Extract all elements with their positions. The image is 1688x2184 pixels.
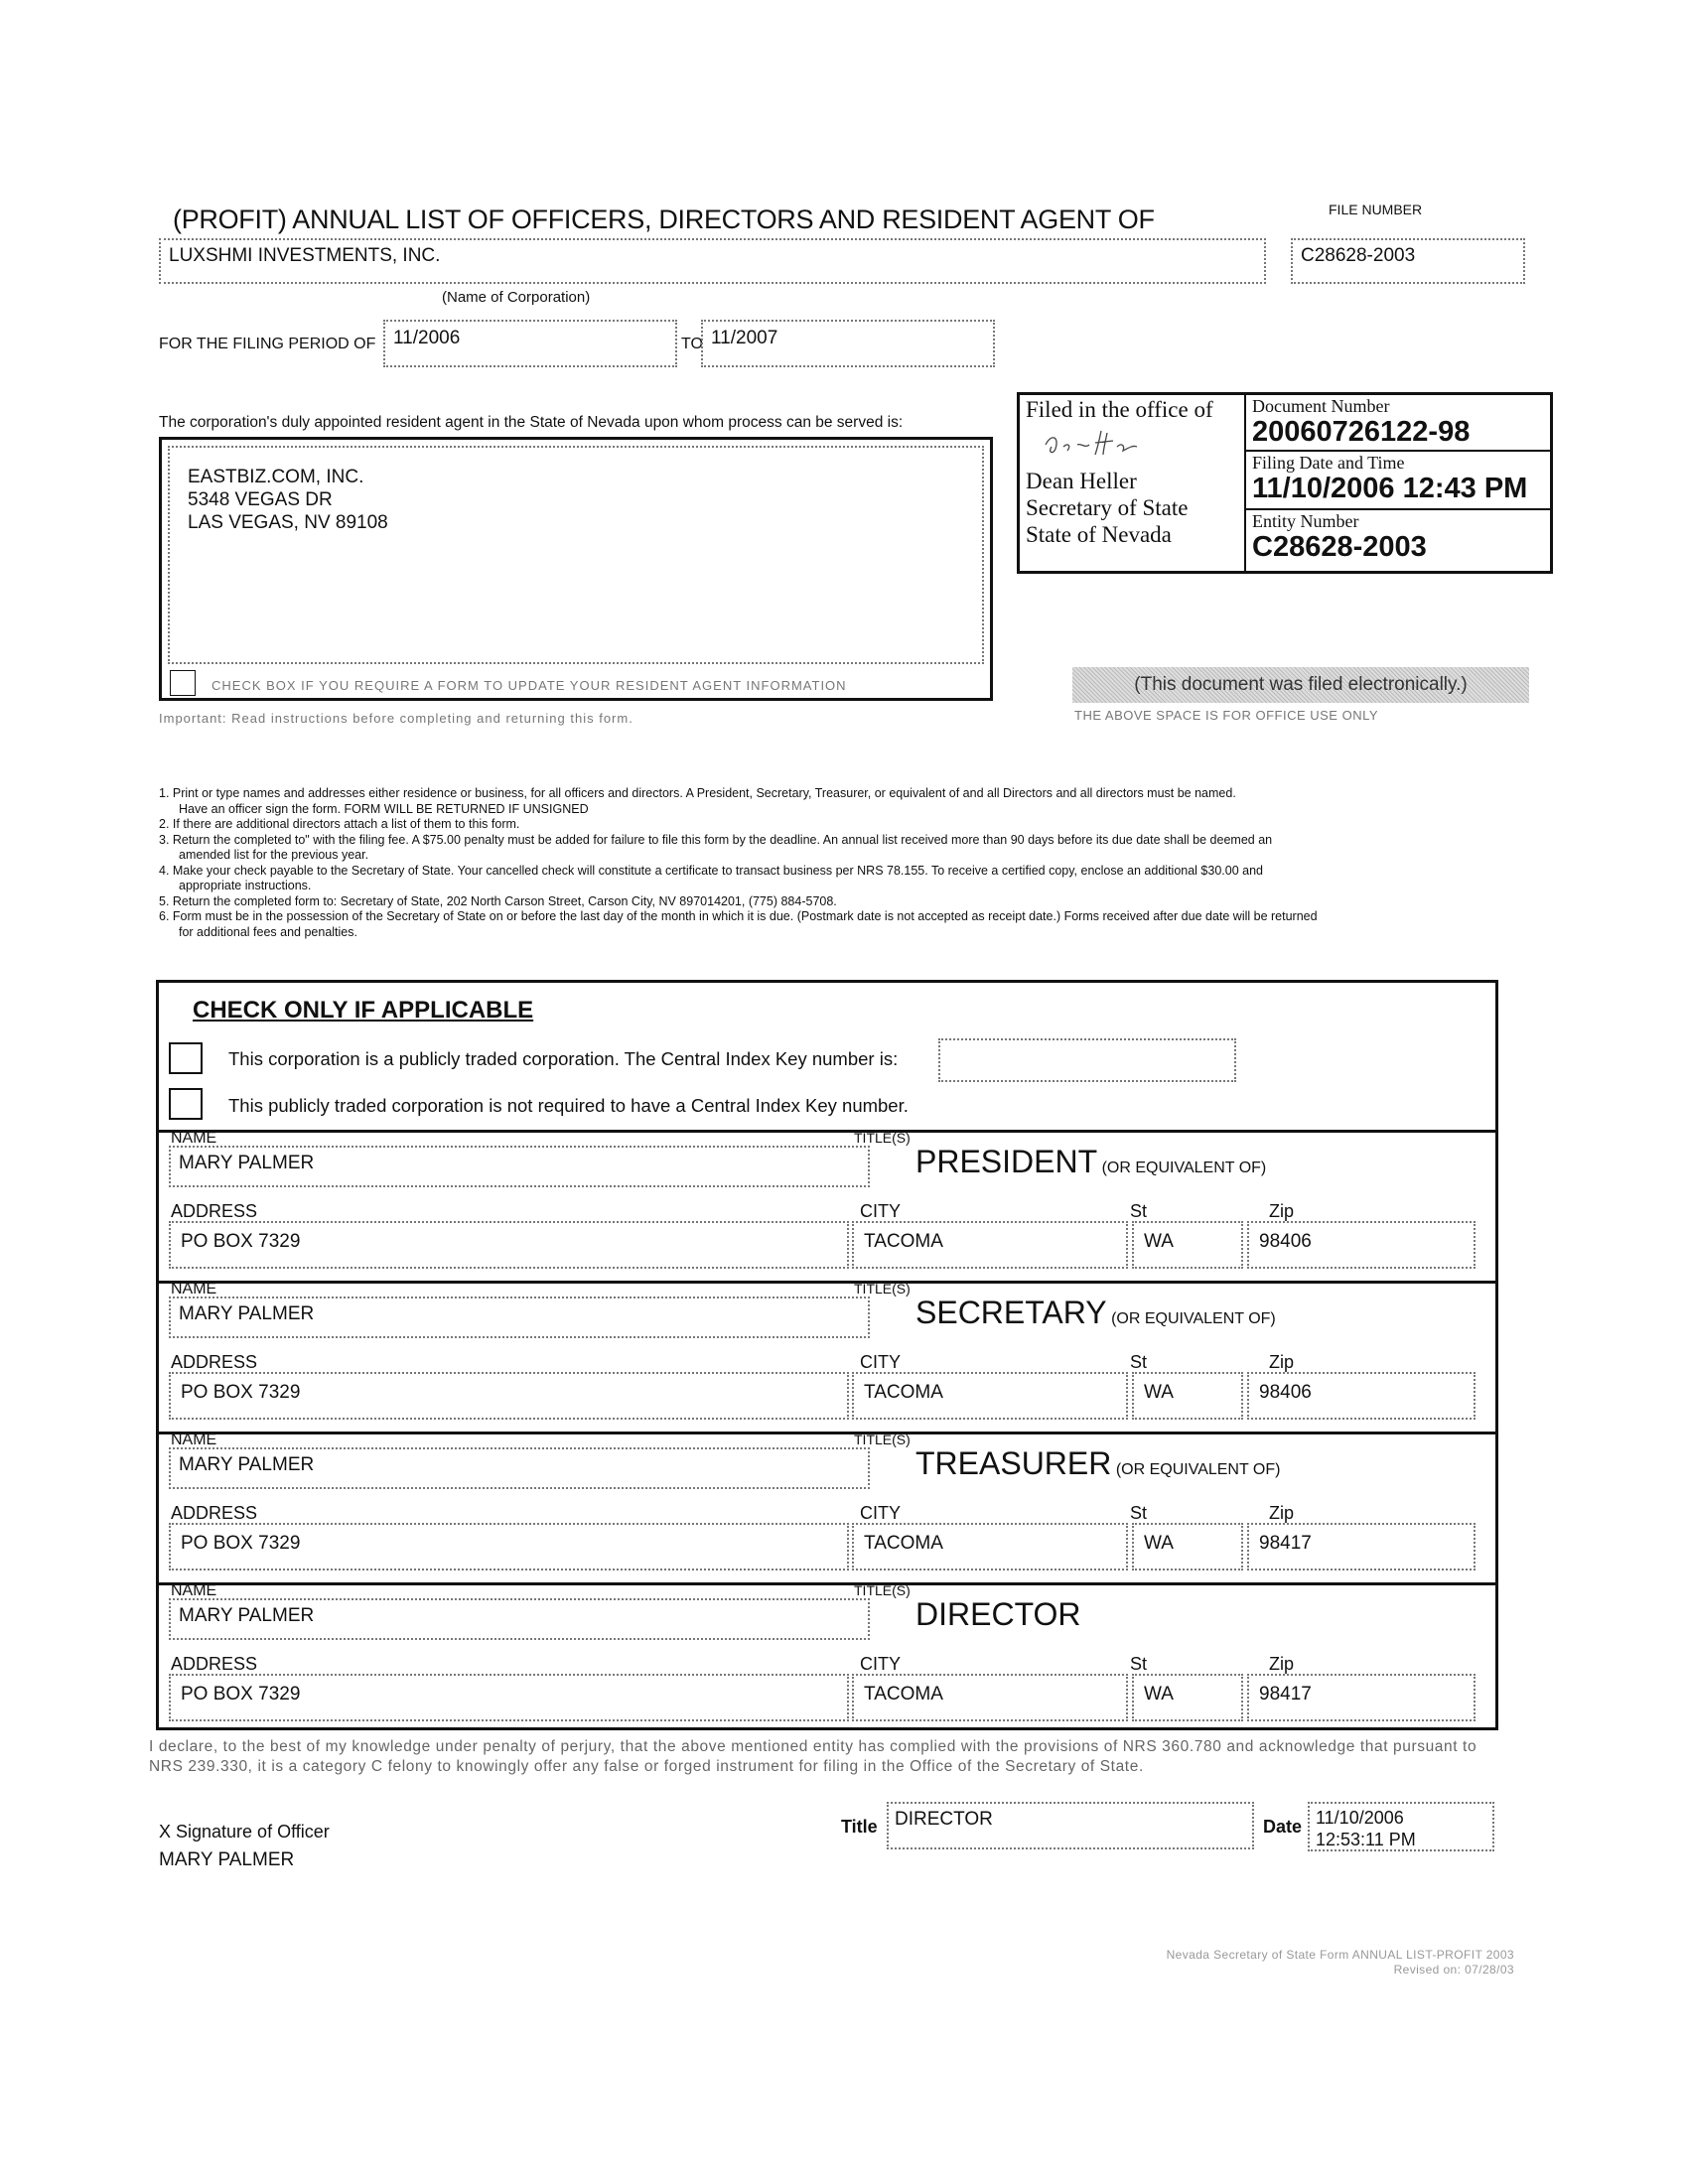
zip-label: Zip bbox=[1269, 1654, 1295, 1674]
address-label: ADDRESS bbox=[171, 1503, 258, 1523]
applicable-heading: CHECK ONLY IF APPLICABLE bbox=[193, 997, 534, 1024]
instruction-line: 5. Return the completed form to: Secretary of State, 202 North Carson Street, Carson City, NV 897014201, (775) 884-5708. bbox=[159, 893, 837, 908]
city-field[interactable] bbox=[852, 1221, 1128, 1269]
titles-label: TITLE(S) bbox=[854, 1582, 911, 1598]
zip-field[interactable] bbox=[1247, 1523, 1476, 1570]
city-value: TACOMA bbox=[864, 1231, 943, 1252]
officer-title-value: SECRETARY bbox=[915, 1295, 1107, 1330]
name-label: NAME bbox=[171, 1432, 217, 1448]
officer-title bbox=[915, 1295, 1276, 1331]
officer-name-field[interactable] bbox=[169, 1447, 870, 1489]
instruction-line: 6. Form must be in the possession of the Secretary of State on or before the last day of the month in which it is due. (Postmark date is not accepted as receipt date.) Forms received after due date will be returned bbox=[159, 909, 1318, 923]
instruction-line: amended list for the previous year. bbox=[179, 848, 369, 862]
address-label: ADDRESS bbox=[171, 1654, 258, 1674]
city-label: CITY bbox=[860, 1654, 902, 1674]
address-field[interactable] bbox=[169, 1674, 849, 1721]
zip-field[interactable] bbox=[1247, 1221, 1476, 1269]
secretary-office: Secretary of State bbox=[1026, 495, 1189, 520]
public-corp-checkbox[interactable] bbox=[169, 1042, 203, 1074]
file-number-label: FILE NUMBER bbox=[1329, 202, 1423, 217]
zip-field[interactable] bbox=[1247, 1372, 1476, 1420]
officer-name-value: MARY PALMER bbox=[179, 1454, 315, 1475]
secretary-name: Dean Heller bbox=[1026, 469, 1137, 493]
agent-line-1: EASTBIZ.COM, INC. bbox=[188, 467, 364, 487]
address-field[interactable] bbox=[169, 1372, 849, 1420]
officer-title-value: TREASURER bbox=[915, 1445, 1112, 1481]
signer-title-field[interactable] bbox=[887, 1802, 1254, 1849]
period-to-field[interactable] bbox=[701, 320, 995, 367]
city-field[interactable] bbox=[852, 1372, 1128, 1420]
cik-number-field[interactable] bbox=[938, 1038, 1236, 1082]
title-label: Title bbox=[841, 1817, 878, 1837]
electronic-filing-text: (This document was filed electronically.) bbox=[1134, 674, 1468, 695]
city-value: TACOMA bbox=[864, 1382, 943, 1403]
instruction-line: 3. Return the completed to" with the filing fee. A $75.00 penalty must be added for failure to file this form by the deadline. An annual list received more than 90 days before its due date shall be deemed an bbox=[159, 832, 1273, 847]
city-label: CITY bbox=[860, 1201, 902, 1221]
zip-label: Zip bbox=[1269, 1352, 1295, 1372]
zip-value: 98406 bbox=[1259, 1231, 1312, 1252]
city-label: CITY bbox=[860, 1503, 902, 1523]
address-field[interactable] bbox=[169, 1523, 849, 1570]
officer-name-field[interactable] bbox=[169, 1598, 870, 1640]
state-value: WA bbox=[1144, 1231, 1174, 1252]
file-number-value: C28628-2003 bbox=[1301, 245, 1416, 266]
corporation-name-field[interactable] bbox=[159, 238, 1266, 284]
filing-date-label: Filing Date and Time bbox=[1252, 453, 1405, 473]
electronic-filing-banner bbox=[1072, 667, 1529, 703]
important-note: Important: Read instructions before completing and returning this form. bbox=[159, 711, 633, 726]
titles-label: TITLE(S) bbox=[854, 1281, 911, 1297]
state-value: WA bbox=[1144, 1684, 1174, 1705]
state-field[interactable] bbox=[1132, 1674, 1243, 1721]
or-equivalent-label: (OR EQUIVALENT OF) bbox=[1115, 1461, 1281, 1478]
period-from-field[interactable] bbox=[383, 320, 677, 367]
entity-number-label: Entity Number bbox=[1252, 511, 1359, 531]
officer-name-field[interactable] bbox=[169, 1297, 870, 1338]
declaration-line-2: NRS 239.330, it is a category C felony to knowingly offer any false or forged instrument for filing in the Office of the Secretary of State. bbox=[149, 1758, 1144, 1775]
agent-intro: The corporation's duly appointed resident agent in the State of Nevada upon whom process can be served is: bbox=[159, 414, 904, 431]
no-cik-checkbox[interactable] bbox=[169, 1088, 203, 1120]
zip-value: 98417 bbox=[1259, 1533, 1312, 1554]
form-footer bbox=[993, 1948, 1514, 1978]
city-field[interactable] bbox=[852, 1674, 1128, 1721]
city-label: CITY bbox=[860, 1352, 902, 1372]
no-cik-label: This publicly traded corporation is not required to have a Central Index Key number. bbox=[228, 1095, 909, 1116]
applicable-section bbox=[159, 983, 1495, 1133]
state-value: WA bbox=[1144, 1382, 1174, 1403]
office-use-note: THE ABOVE SPACE IS FOR OFFICE USE ONLY bbox=[1074, 708, 1379, 723]
or-equivalent-label: (OR EQUIVALENT OF) bbox=[1111, 1310, 1276, 1327]
signer-title-value: DIRECTOR bbox=[895, 1809, 993, 1830]
name-caption: (Name of Corporation) bbox=[442, 289, 591, 306]
address-value: PO BOX 7329 bbox=[181, 1684, 301, 1705]
address-value: PO BOX 7329 bbox=[181, 1533, 301, 1554]
secretary-state: State of Nevada bbox=[1026, 522, 1172, 547]
st-label: St bbox=[1130, 1201, 1148, 1221]
public-corp-label: This corporation is a publicly traded corporation. The Central Index Key number is: bbox=[228, 1048, 899, 1069]
state-field[interactable] bbox=[1132, 1372, 1243, 1420]
agent-box bbox=[159, 437, 993, 701]
st-label: St bbox=[1130, 1503, 1148, 1523]
footer-line-2: Revised on: 07/28/03 bbox=[1393, 1963, 1514, 1977]
city-value: TACOMA bbox=[864, 1684, 943, 1705]
agent-line-3: LAS VEGAS, NV 89108 bbox=[188, 512, 388, 533]
doc-number-value: 20060726122-98 bbox=[1252, 416, 1471, 448]
zip-value: 98406 bbox=[1259, 1382, 1312, 1403]
file-number-field[interactable] bbox=[1291, 238, 1525, 284]
st-label: St bbox=[1130, 1352, 1148, 1372]
name-label: NAME bbox=[171, 1582, 217, 1599]
filing-date-value: 11/10/2006 12:43 PM bbox=[1252, 473, 1528, 504]
instruction-line: 2. If there are additional directors attach a list of them to this form. bbox=[159, 817, 520, 831]
agent-update-label: CHECK BOX IF YOU REQUIRE A FORM TO UPDATE YOUR RESIDENT AGENT INFORMATION bbox=[211, 678, 847, 693]
declaration-line-1: I declare, to the best of my knowledge under penalty of perjury, that the above mentioned entity has complied with the provisions of NRS 360.780 and acknowledge that pursuant to bbox=[149, 1738, 1477, 1755]
zip-label: Zip bbox=[1269, 1503, 1295, 1523]
officer-title bbox=[915, 1144, 1266, 1180]
signature-mark bbox=[1038, 423, 1157, 463]
city-field[interactable] bbox=[852, 1523, 1128, 1570]
form-title: (PROFIT) ANNUAL LIST OF OFFICERS, DIRECTORS AND RESIDENT AGENT OF bbox=[173, 205, 1155, 234]
signature-label: X Signature of Officer bbox=[159, 1822, 330, 1842]
filing-stamp bbox=[1017, 392, 1553, 574]
corporation-name-value: LUXSHMI INVESTMENTS, INC. bbox=[169, 245, 441, 266]
officer-name-value: MARY PALMER bbox=[179, 1605, 315, 1626]
state-value: WA bbox=[1144, 1533, 1174, 1554]
address-value: PO BOX 7329 bbox=[181, 1231, 301, 1252]
officer-name-value: MARY PALMER bbox=[179, 1303, 315, 1324]
officer-block-president bbox=[159, 1130, 1495, 1284]
zip-value: 98417 bbox=[1259, 1684, 1312, 1705]
officer-name-value: MARY PALMER bbox=[179, 1153, 315, 1173]
period-to-value: 11/2007 bbox=[711, 328, 778, 348]
state-field[interactable] bbox=[1132, 1523, 1243, 1570]
date-value: 11/10/2006 bbox=[1316, 1808, 1404, 1828]
instruction-line: 1. Print or type names and addresses either residence or business, for all officers and directors. A President, Secretary, Treasurer, or equivalent of and all Directors and all directors must be named. bbox=[159, 786, 1236, 800]
entity-number-value: C28628-2003 bbox=[1252, 531, 1427, 563]
instruction-line: 4. Make your check payable to the Secretary of State. Your cancelled check will constitute a certificate to transact business per NRS 78.155. To receive a certified copy, enclose an additional $30.00 and bbox=[159, 863, 1263, 878]
period-from-value: 11/2006 bbox=[393, 328, 461, 348]
officer-block-director bbox=[159, 1582, 1495, 1727]
officer-title bbox=[915, 1596, 1081, 1633]
instructions bbox=[159, 786, 1489, 940]
city-value: TACOMA bbox=[864, 1533, 943, 1554]
period-to-label: TO bbox=[681, 336, 703, 352]
declaration bbox=[149, 1737, 1539, 1777]
address-field[interactable] bbox=[169, 1221, 849, 1269]
name-label: NAME bbox=[171, 1130, 217, 1147]
titles-label: TITLE(S) bbox=[854, 1432, 911, 1447]
signing-officer-name: MARY PALMER bbox=[159, 1849, 295, 1870]
time-value: 12:53:11 PM bbox=[1316, 1830, 1416, 1849]
zip-label: Zip bbox=[1269, 1201, 1295, 1221]
address-label: ADDRESS bbox=[171, 1352, 258, 1372]
officer-form bbox=[156, 980, 1498, 1730]
state-field[interactable] bbox=[1132, 1221, 1243, 1269]
officer-block-secretary bbox=[159, 1281, 1495, 1434]
agent-address-field[interactable] bbox=[168, 446, 984, 664]
officer-title-value: DIRECTOR bbox=[915, 1596, 1081, 1632]
agent-line-2: 5348 VEGAS DR bbox=[188, 489, 333, 510]
address-label: ADDRESS bbox=[171, 1201, 258, 1221]
titles-label: TITLE(S) bbox=[854, 1130, 911, 1146]
doc-number-label: Document Number bbox=[1252, 396, 1390, 416]
agent-update-checkbox[interactable] bbox=[170, 670, 196, 696]
stamp-left bbox=[1026, 397, 1264, 548]
officer-name-field[interactable] bbox=[169, 1146, 870, 1187]
filing-period-label: FOR THE FILING PERIOD OF bbox=[159, 336, 376, 352]
instruction-line: Have an officer sign the form. FORM WILL BE RETURNED IF UNSIGNED bbox=[179, 801, 589, 816]
officer-block-treasurer bbox=[159, 1432, 1495, 1585]
date-field[interactable] bbox=[1308, 1802, 1494, 1851]
filed-in-office: Filed in the office of bbox=[1026, 397, 1213, 422]
instruction-line: for additional fees and penalties. bbox=[179, 924, 357, 939]
or-equivalent-label: (OR EQUIVALENT OF) bbox=[1101, 1160, 1267, 1176]
instruction-line: appropriate instructions. bbox=[179, 879, 312, 892]
stamp-right bbox=[1244, 395, 1552, 571]
address-value: PO BOX 7329 bbox=[181, 1382, 301, 1403]
footer-line-1: Nevada Secretary of State Form ANNUAL LIST-PROFIT 2003 bbox=[1166, 1948, 1514, 1962]
st-label: St bbox=[1130, 1654, 1148, 1674]
date-label: Date bbox=[1263, 1817, 1303, 1837]
officer-title bbox=[915, 1445, 1280, 1482]
officer-title-value: PRESIDENT bbox=[915, 1144, 1098, 1179]
name-label: NAME bbox=[171, 1281, 217, 1297]
zip-field[interactable] bbox=[1247, 1674, 1476, 1721]
